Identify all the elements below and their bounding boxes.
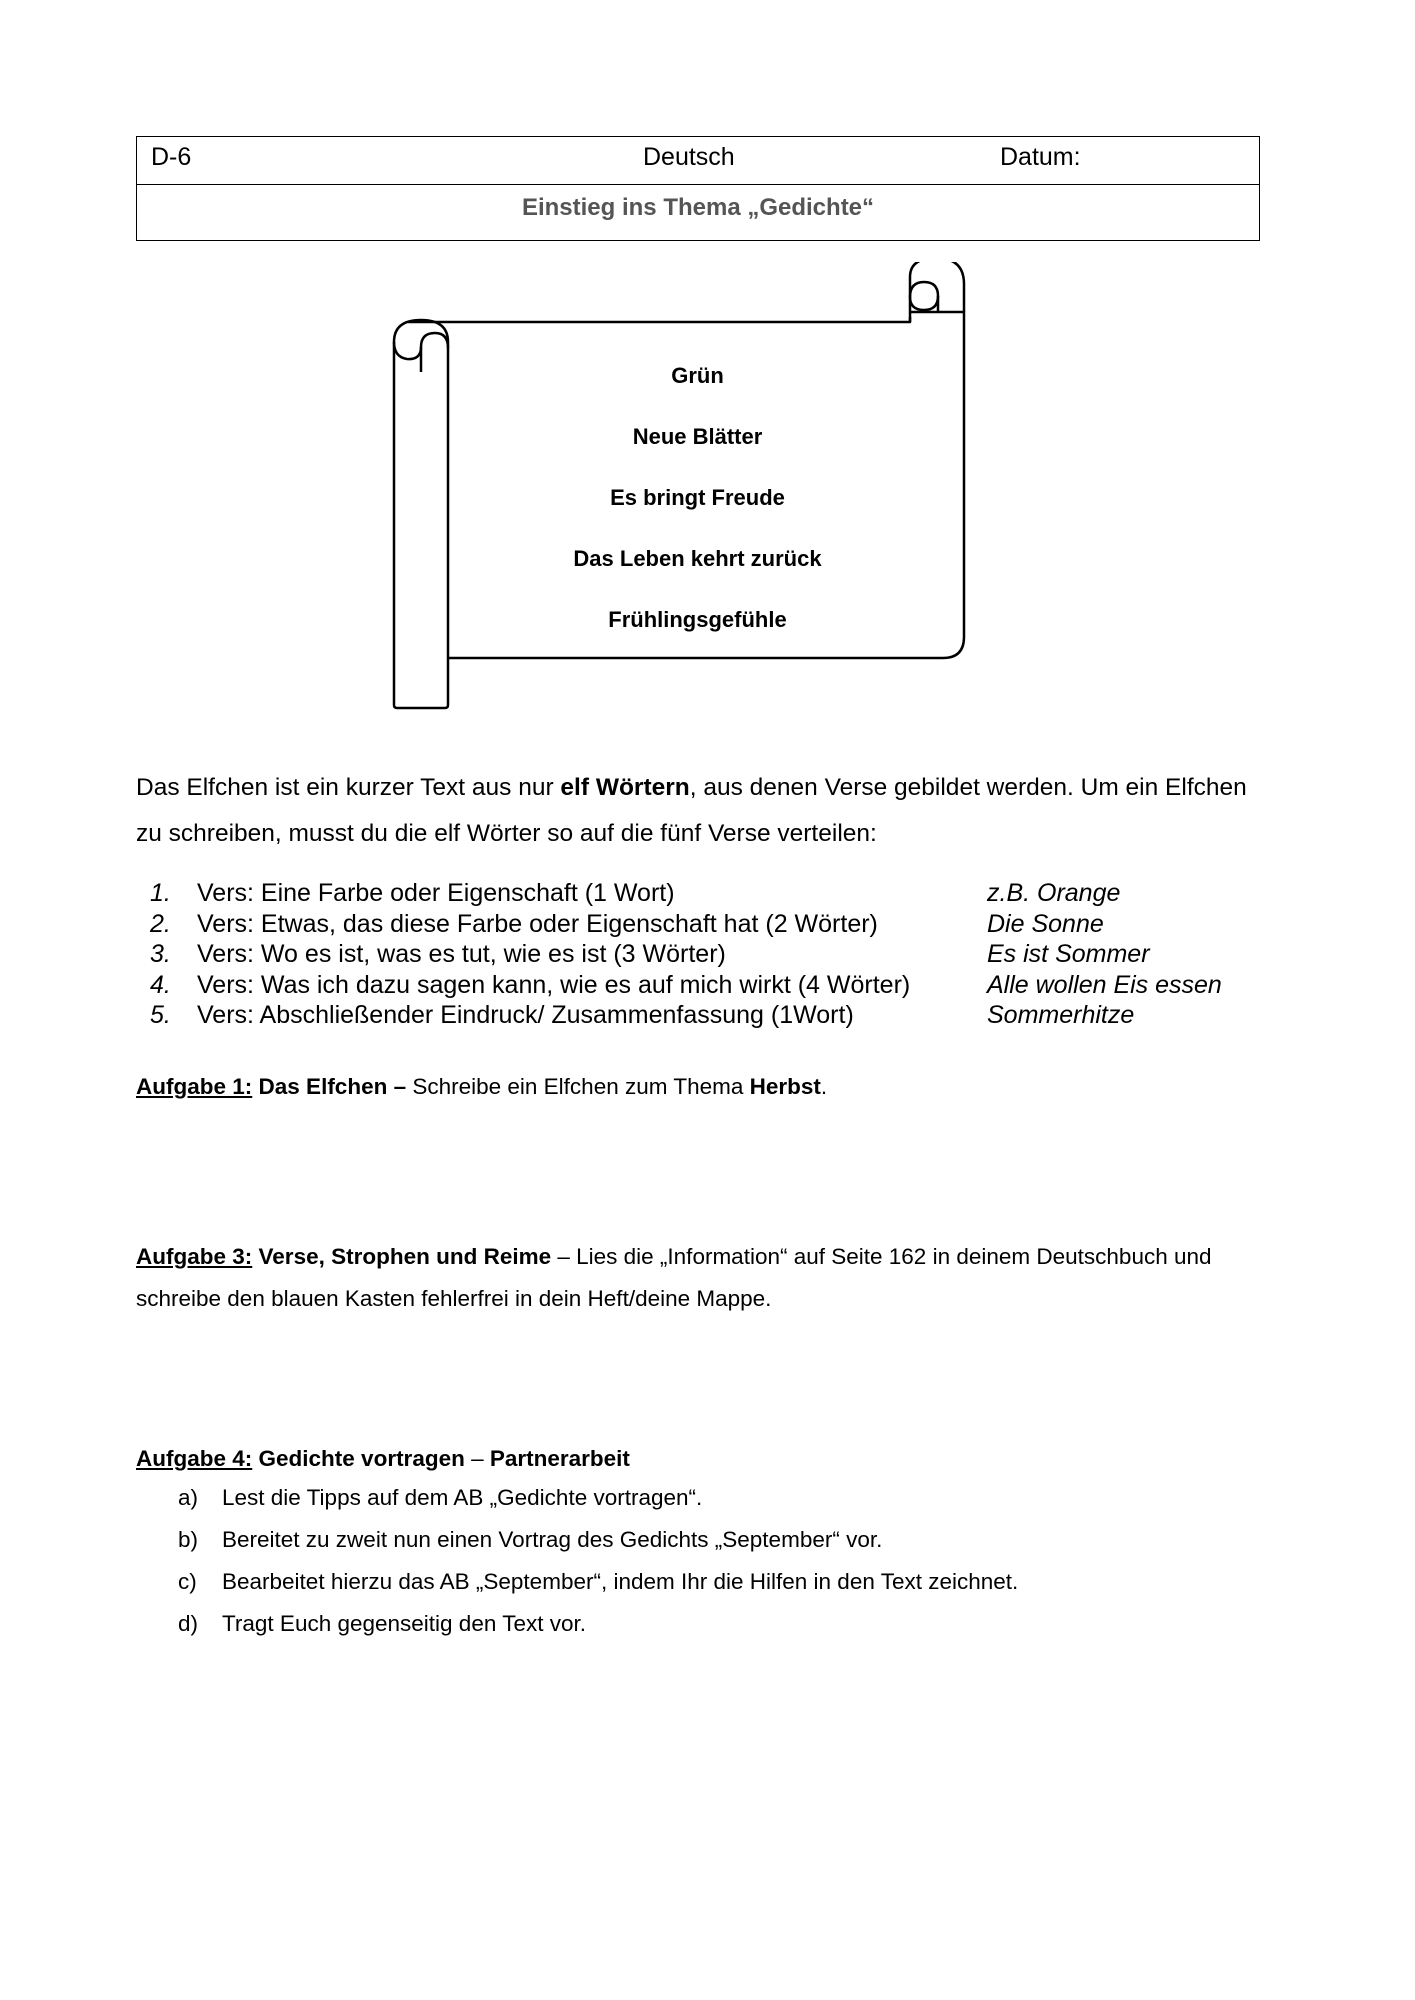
intro-text: Das Elfchen ist ein kurzer Text aus nur: [136, 774, 561, 801]
list-item: [150, 1000, 1260, 1031]
verse-example: Es ist Sommer: [987, 940, 1150, 968]
step-letter: b): [178, 1527, 199, 1552]
task-text: – Lies die „Information“ auf Seite 162 in deinem Deutschbuch und schreibe den blauen Kasten fehlerfrei in dein Heft/deine Mappe.: [136, 1244, 1212, 1311]
worksheet-title: Einstieg ins Thema „Gedichte“: [521, 194, 875, 221]
verse-example: Die Sonne: [987, 909, 1104, 938]
date-label: Datum:: [1000, 143, 1081, 171]
task-label: Aufgabe 1:: [136, 1074, 253, 1099]
subject-label: Deutsch: [643, 143, 735, 171]
task-subtitle: Partnerarbeit: [489, 1446, 630, 1471]
intro-text-continued: , aus denen Verse gebildet werden. Um ein Elfchen zu schreiben, musst du die elf Wörter so auf die fünf Verse verteilen:: [136, 774, 1247, 847]
poem-line: Das Leben kehrt zurück: [573, 546, 822, 571]
verse-description: Vers: Wo es ist, was es tut, wie es ist (3 Wörter): [197, 940, 726, 968]
task-topic: Herbst: [749, 1074, 821, 1099]
task-title: Verse, Strophen und Reime: [258, 1244, 552, 1269]
task-label: Aufgabe 4:: [136, 1446, 253, 1471]
task-text: Schreibe ein Elfchen zum Thema: [406, 1074, 750, 1099]
task-title: Das Elfchen –: [258, 1074, 407, 1099]
step-text: Lest die Tipps auf dem AB „Gedichte vortragen“.: [222, 1485, 703, 1510]
list-item: [150, 878, 1260, 909]
verse-list: [150, 878, 1260, 1031]
task-dash: –: [464, 1446, 490, 1471]
task-title: Gedichte vortragen: [258, 1446, 465, 1471]
verse-example: Alle wollen Eis essen: [987, 970, 1222, 999]
step-letter: c): [178, 1569, 197, 1594]
poem-line: Grün: [671, 363, 724, 388]
step-letter: a): [178, 1485, 199, 1510]
list-item: [150, 939, 1260, 970]
poem-line: Neue Blätter: [632, 424, 763, 449]
step-text: Bearbeitet hierzu das AB „September“, indem Ihr die Hilfen in den Text zeichnet.: [222, 1569, 1019, 1594]
verse-example: Sommerhitze: [987, 1001, 1135, 1029]
verse-number: 1.: [150, 879, 171, 907]
verse-description: Vers: Abschließender Eindruck/ Zusammenfassung (1Wort): [197, 1001, 854, 1029]
list-item: [150, 970, 1260, 1001]
task-4: [136, 1446, 1264, 1472]
verse-number: 4.: [150, 970, 171, 999]
task-end: .: [820, 1074, 828, 1099]
verse-example: z.B. Orange: [987, 879, 1121, 907]
list-item: [150, 909, 1260, 940]
task-1: [136, 1074, 1264, 1100]
verse-number: 5.: [150, 1001, 171, 1029]
verse-number: 2.: [150, 909, 171, 938]
header-info-row: [137, 137, 1259, 185]
step-text: Tragt Euch gegenseitig den Text vor.: [222, 1611, 586, 1636]
verse-number: 3.: [150, 940, 171, 968]
intro-bold-text: elf Wörtern: [560, 774, 690, 801]
class-code: D-6: [151, 143, 192, 171]
verse-description: Vers: Etwas, das diese Farbe oder Eigenschaft hat (2 Wörter): [197, 909, 878, 938]
header-table: [136, 136, 1260, 241]
verse-description: Vers: Was ich dazu sagen kann, wie es auf mich wirkt (4 Wörter): [197, 970, 911, 999]
step-text: Bereitet zu zweit nun einen Vortrag des Gedichts „September“ vor.: [222, 1527, 883, 1552]
verse-description: Vers: Eine Farbe oder Eigenschaft (1 Wort): [197, 879, 675, 907]
step-letter: d): [178, 1611, 199, 1636]
intro-paragraph: [136, 765, 1264, 857]
task-3: [136, 1236, 1264, 1320]
poem-line: Es bringt Freude: [610, 485, 785, 510]
elfchen-poem: [470, 358, 925, 663]
poem-line: Frühlingsgefühle: [608, 607, 787, 632]
task-label: Aufgabe 3:: [136, 1244, 253, 1269]
